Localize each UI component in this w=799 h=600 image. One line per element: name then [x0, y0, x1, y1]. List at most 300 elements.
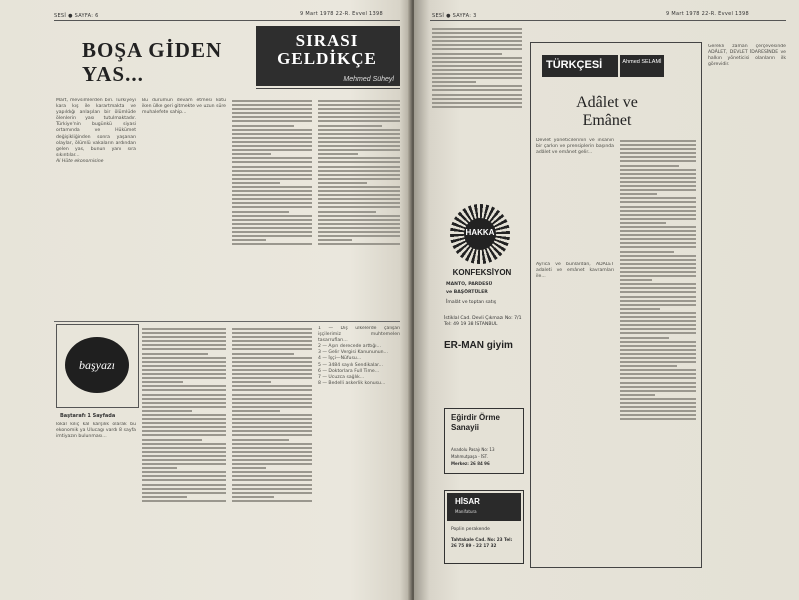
hisar-line1: Poplin perakende — [451, 527, 490, 532]
text-line — [432, 65, 522, 67]
hakka-line2: ve BAŞÖRTÜLER — [446, 290, 488, 295]
text-line — [232, 434, 312, 436]
text-line — [232, 467, 266, 469]
sub-heading: Baştarafı 1 Sayfada — [60, 413, 116, 419]
text-line — [232, 348, 312, 350]
text-line — [232, 332, 312, 334]
text-line — [142, 439, 202, 441]
text-line — [232, 112, 312, 114]
text-line — [142, 381, 183, 383]
text-line — [232, 120, 312, 122]
text-line — [232, 459, 312, 461]
right-page-header: SESİ ● SAYFA: 3 — [432, 13, 477, 19]
text-line — [232, 100, 312, 102]
text-line — [232, 174, 312, 176]
egirdir-line1: Anadolu Pasajı No: 13 — [451, 447, 495, 452]
text-line — [142, 475, 226, 477]
text-line — [142, 426, 226, 428]
text-line — [232, 479, 312, 481]
text-line — [620, 189, 696, 191]
text-line — [142, 496, 187, 498]
egirdir-name: Eğirdir Örme Sanayii — [451, 413, 500, 432]
text-line — [620, 210, 696, 212]
drop-cap-paragraph: Mart, mevsimlerden biri. Türkiyeyi kara kış ile karartmakta ve yapıldığı anlaşılan bir ölümlüde ölenlerin yası tutulmaktadır. Türkiye'nin bugünkü siyasi ortamında ve Hükümet değişikliğinden sonra yaşanan olaylar, ölümlü vakaların ardından gelen yas, bunun yanı sıra sıkıntılar... — [56, 98, 136, 158]
text-line — [318, 141, 400, 143]
text-line — [620, 353, 696, 355]
text-column-4 — [318, 98, 400, 320]
headline — [82, 38, 242, 86]
text-line — [620, 308, 660, 310]
text-line — [318, 198, 400, 200]
text-line — [318, 206, 400, 208]
text-line — [620, 328, 696, 330]
text-line — [232, 377, 312, 379]
text-line — [318, 166, 400, 168]
text-line — [318, 170, 400, 172]
text-line — [232, 353, 294, 355]
text-line — [620, 267, 696, 269]
text-line — [432, 53, 502, 55]
text-line — [232, 223, 312, 225]
text-column-1 — [56, 98, 136, 320]
list-item-3: 3 — Gelir Vergisi Kanununun... — [318, 350, 388, 356]
hisar-sub: Manifatura — [455, 509, 477, 514]
text-line — [620, 214, 696, 216]
text-line — [232, 133, 312, 135]
text-line — [232, 418, 312, 420]
text-line — [232, 116, 312, 118]
ad-box — [56, 324, 139, 408]
text-line — [620, 300, 696, 302]
text-line — [232, 108, 312, 110]
text-line — [620, 160, 696, 162]
text-line — [232, 389, 312, 391]
list-item-5: 5 — 3484 sayılı Sendikalar... — [318, 362, 383, 368]
text-line — [142, 389, 226, 391]
text-line — [318, 108, 400, 110]
text-line — [142, 500, 226, 502]
text-line — [620, 140, 696, 142]
text-column-2 — [142, 98, 226, 320]
text-line — [318, 157, 400, 159]
text-line — [432, 48, 522, 50]
text-line — [620, 320, 696, 322]
column-title: SIRASI GELDİKÇE — [277, 31, 377, 68]
text-line — [232, 149, 312, 151]
text-line — [620, 242, 696, 244]
article-column-1 — [536, 262, 614, 562]
text-line — [232, 235, 312, 237]
text-line — [620, 345, 696, 347]
text-line — [142, 467, 177, 469]
hisar-address: Tahtakale Cad. No: 23 Tel: 26 75 89 - 22 17 32 — [451, 537, 513, 548]
text-line — [142, 434, 226, 436]
text-line — [318, 104, 400, 106]
text-line — [318, 120, 400, 122]
column-box — [256, 26, 400, 86]
text-line — [142, 471, 226, 473]
text-line — [232, 484, 312, 486]
text-line — [318, 174, 400, 176]
hisar-name: HİSAR — [455, 497, 480, 506]
text-line — [318, 149, 400, 151]
header-rule-right — [430, 20, 786, 21]
text-line — [318, 145, 400, 147]
text-line — [318, 243, 400, 245]
header-rule — [54, 20, 400, 21]
text-line — [620, 222, 666, 224]
text-line — [232, 227, 312, 229]
column-label-box — [542, 55, 618, 77]
text-line — [232, 463, 312, 465]
text-line — [318, 215, 400, 217]
text-line — [620, 193, 657, 195]
text-line — [620, 173, 696, 175]
text-line — [232, 402, 312, 404]
text-line — [232, 166, 312, 168]
text-line — [232, 430, 312, 432]
hakka-name: KONFEKSİYON — [452, 268, 512, 277]
text-line — [318, 239, 352, 241]
text-line — [432, 40, 522, 42]
text-line — [620, 349, 696, 351]
text-line — [142, 406, 226, 408]
text-line — [620, 324, 696, 326]
text-line — [318, 100, 400, 102]
text-line — [142, 336, 226, 338]
text-line — [232, 365, 312, 367]
text-line — [318, 137, 400, 139]
text-line — [142, 373, 226, 375]
text-line — [232, 394, 312, 396]
text-line — [620, 246, 696, 248]
text-line — [232, 488, 312, 490]
text-line — [142, 459, 226, 461]
hakka-line1: MANTO, PARDESÜ — [446, 282, 493, 287]
list-item-8: 8 — Bedelli askerlik konusu... — [318, 380, 386, 386]
text-line — [620, 296, 696, 298]
list-item-2: 2 — Aşırı derecede arttığı... — [318, 344, 381, 350]
text-line — [232, 243, 312, 245]
text-line — [142, 361, 226, 363]
text-line — [232, 439, 289, 441]
text-line — [620, 255, 696, 257]
list-item-1: 1 — Dış ülkelerde çalışan işçilerimiz muhtemelen tasarrufları... — [318, 326, 400, 344]
text-line — [620, 251, 674, 253]
text-line — [318, 112, 400, 114]
hakka-address: İstiklal Cad. Devli Çıkmazı No: 7/1 Tel: 49 19 38 İSTANBUL — [444, 316, 522, 327]
text-line — [232, 492, 312, 494]
text-line — [318, 223, 400, 225]
text-line — [620, 402, 696, 404]
right-side-column-text: Gerekli zaman çerçevesinde ADÂLET, DEVLET İDARESİNDE ve halkın yöneticisi olanların ilk görevidir. — [708, 44, 786, 68]
text-line — [432, 28, 522, 30]
text-line — [232, 104, 312, 106]
text-line — [232, 398, 312, 400]
text-line — [432, 102, 522, 104]
text-line — [432, 32, 522, 34]
right-page — [414, 0, 799, 600]
text-line — [142, 422, 226, 424]
text-line — [620, 218, 696, 220]
text-line — [142, 418, 226, 420]
text-line — [318, 186, 400, 188]
text-line — [232, 215, 312, 217]
text-line — [232, 219, 312, 221]
text-line — [620, 148, 696, 150]
text-line — [318, 153, 358, 155]
text-line — [318, 227, 400, 229]
text-line — [232, 336, 312, 338]
quote-line: Ai Hüte ekonomisine — [56, 158, 104, 164]
text-line — [232, 137, 312, 139]
text-line — [620, 418, 696, 420]
egirdir-ad — [444, 408, 524, 474]
text-line — [142, 344, 226, 346]
text-line — [142, 357, 226, 359]
column-author-right: Ahmed SELAMİ — [622, 59, 662, 65]
text-line — [620, 238, 696, 240]
text-line — [620, 291, 696, 293]
text-line — [232, 373, 312, 375]
text-line — [232, 231, 312, 233]
column-label: TÜRKÇESİ — [546, 59, 603, 71]
text-column-6 — [142, 326, 226, 594]
text-line — [232, 455, 312, 457]
text-line — [318, 182, 367, 184]
text-line — [432, 69, 522, 71]
text-line — [142, 332, 226, 334]
text-line — [232, 186, 312, 188]
list-item-7: 7 — Ucuzca sağlık... — [318, 374, 365, 380]
text-line — [232, 422, 312, 424]
text-line — [432, 98, 522, 100]
text-line — [620, 185, 696, 187]
text-line — [620, 152, 696, 154]
text-line — [232, 170, 312, 172]
text-line — [318, 116, 400, 118]
text-line — [620, 304, 696, 306]
text-line — [432, 94, 522, 96]
text-line — [432, 77, 522, 79]
text-line — [318, 161, 400, 163]
text-column-2-body: Bu durumun devam etmesi kötü iken ülke geri gitmekte ve uzun süre muhalefete sahip... — [142, 98, 226, 116]
list-item-6: 6 — Doktorlara Full Time... — [318, 368, 380, 374]
text-line — [232, 129, 312, 131]
egirdir-line3: Merkez: 26 84 96 — [451, 461, 490, 466]
text-line — [232, 344, 312, 346]
text-line — [142, 328, 226, 330]
text-line — [232, 125, 294, 127]
text-column-3 — [232, 98, 312, 320]
list-item-4: 4 — İşçi—Nüfusu... — [318, 356, 362, 362]
text-line — [142, 365, 226, 367]
column-author-box — [620, 55, 664, 77]
text-line — [232, 406, 312, 408]
hisar-ad — [444, 490, 524, 564]
text-line — [142, 377, 226, 379]
text-column-5 — [56, 422, 136, 594]
text-line — [142, 430, 226, 432]
text-line — [232, 194, 312, 196]
text-line — [142, 484, 226, 486]
text-line — [432, 89, 522, 91]
text-line — [232, 471, 312, 473]
text-line — [232, 443, 312, 445]
text-line — [142, 340, 226, 342]
article-title: Adâlet ve Emânet — [576, 94, 638, 129]
left-page-header: SESİ ● SAYFA: 6 — [54, 13, 99, 19]
text-line — [432, 73, 522, 75]
text-line — [620, 337, 669, 339]
text-line — [620, 259, 696, 261]
text-line — [232, 369, 312, 371]
article-lead-text: Devlet yöneticilerinin ve insanın bir çarkın ve prensiplerin başında adâlet ve emânet gelir... — [536, 138, 614, 156]
text-line — [232, 381, 271, 383]
text-line — [142, 479, 226, 481]
text-line — [620, 279, 652, 281]
text-line — [142, 443, 226, 445]
text-line — [432, 61, 522, 63]
text-line — [620, 230, 696, 232]
text-line — [620, 373, 696, 375]
text-line — [620, 414, 696, 416]
right-page-date: 9 Mart 1978 22-R. Evvel 1398 — [666, 11, 749, 17]
text-line — [620, 144, 696, 146]
text-line — [232, 451, 312, 453]
text-line — [142, 455, 226, 457]
text-line — [232, 153, 271, 155]
text-line — [620, 271, 696, 273]
text-line — [620, 365, 677, 367]
text-line — [142, 410, 192, 412]
text-line — [318, 129, 400, 131]
text-column-5-body: lokal kıliç kal karşılık olarak bu ekonomik ya Ulucagı vardı 8 sayfa imtiyazın bulunması... — [56, 422, 136, 440]
text-column-7 — [232, 326, 312, 594]
text-line — [232, 206, 312, 208]
text-line — [432, 85, 522, 87]
text-line — [432, 44, 522, 46]
right-side-column — [708, 44, 786, 562]
text-line — [620, 377, 696, 379]
text-line — [232, 211, 289, 213]
text-line — [620, 263, 696, 265]
text-line — [620, 283, 696, 285]
text-line — [620, 361, 696, 363]
text-line — [142, 369, 226, 371]
text-line — [232, 141, 312, 143]
text-line — [318, 125, 382, 127]
text-line — [620, 386, 696, 388]
text-line — [318, 133, 400, 135]
text-line — [142, 348, 226, 350]
text-line — [620, 332, 696, 334]
text-line — [620, 275, 696, 277]
text-line — [142, 402, 226, 404]
text-line — [318, 231, 400, 233]
text-line — [142, 463, 226, 465]
text-line — [232, 357, 312, 359]
text-line — [232, 385, 312, 387]
text-line — [232, 500, 312, 502]
hakka-ad — [442, 204, 522, 314]
mid-rule — [54, 321, 400, 322]
text-line — [232, 496, 274, 498]
text-line — [432, 106, 522, 108]
text-line — [620, 357, 696, 359]
text-line — [142, 394, 226, 396]
text-line — [432, 57, 522, 59]
hakka-line3: Îmalât ve toptan satış — [446, 300, 497, 305]
text-line — [620, 316, 696, 318]
text-line — [232, 157, 312, 159]
article-lead — [536, 138, 614, 258]
text-line — [620, 156, 696, 158]
text-line — [620, 406, 696, 408]
text-line — [232, 198, 312, 200]
text-line — [142, 492, 226, 494]
text-line — [232, 475, 312, 477]
text-line — [620, 312, 696, 314]
text-line — [142, 451, 226, 453]
text-line — [232, 239, 266, 241]
text-line — [318, 211, 376, 213]
text-line — [620, 177, 696, 179]
headline-text: BOŞA GİDEN YAS... — [82, 38, 223, 86]
text-line — [620, 382, 696, 384]
text-line — [620, 410, 696, 412]
text-line — [620, 165, 679, 167]
text-line — [620, 341, 696, 343]
text-line — [232, 426, 312, 428]
text-line — [232, 361, 312, 363]
ad-logo-text: başyazı — [79, 358, 115, 372]
text-line — [432, 36, 522, 38]
text-line — [620, 394, 655, 396]
text-line — [232, 190, 312, 192]
column-author: Mehmed Süheyl — [343, 76, 394, 83]
text-line — [620, 390, 696, 392]
column-rule — [256, 88, 400, 89]
text-line — [142, 488, 226, 490]
text-line — [142, 414, 226, 416]
text-line — [620, 369, 696, 371]
text-line — [620, 181, 696, 183]
article-column-2 — [620, 138, 696, 562]
text-line — [620, 169, 696, 171]
text-line — [620, 206, 696, 208]
text-line — [318, 235, 400, 237]
text-line — [620, 226, 696, 228]
text-line — [318, 194, 400, 196]
text-line — [232, 410, 280, 412]
right-text-column-1 — [432, 26, 522, 152]
article-side-para: Ayrıca ve bunlardan, ADÂLET adaleti ve emânet kavramları ile... — [536, 262, 614, 280]
text-line — [232, 202, 312, 204]
list-column — [318, 326, 400, 594]
text-line — [142, 447, 226, 449]
text-line — [318, 219, 400, 221]
text-line — [620, 197, 696, 199]
text-line — [620, 234, 696, 236]
hakka-logo-text: HAKKA — [465, 228, 495, 237]
text-line — [318, 202, 400, 204]
text-line — [620, 201, 696, 203]
text-line — [232, 414, 312, 416]
egirdir-line2: Mahmutpaşa - İST. — [451, 454, 488, 459]
text-line — [620, 287, 696, 289]
text-line — [142, 385, 226, 387]
